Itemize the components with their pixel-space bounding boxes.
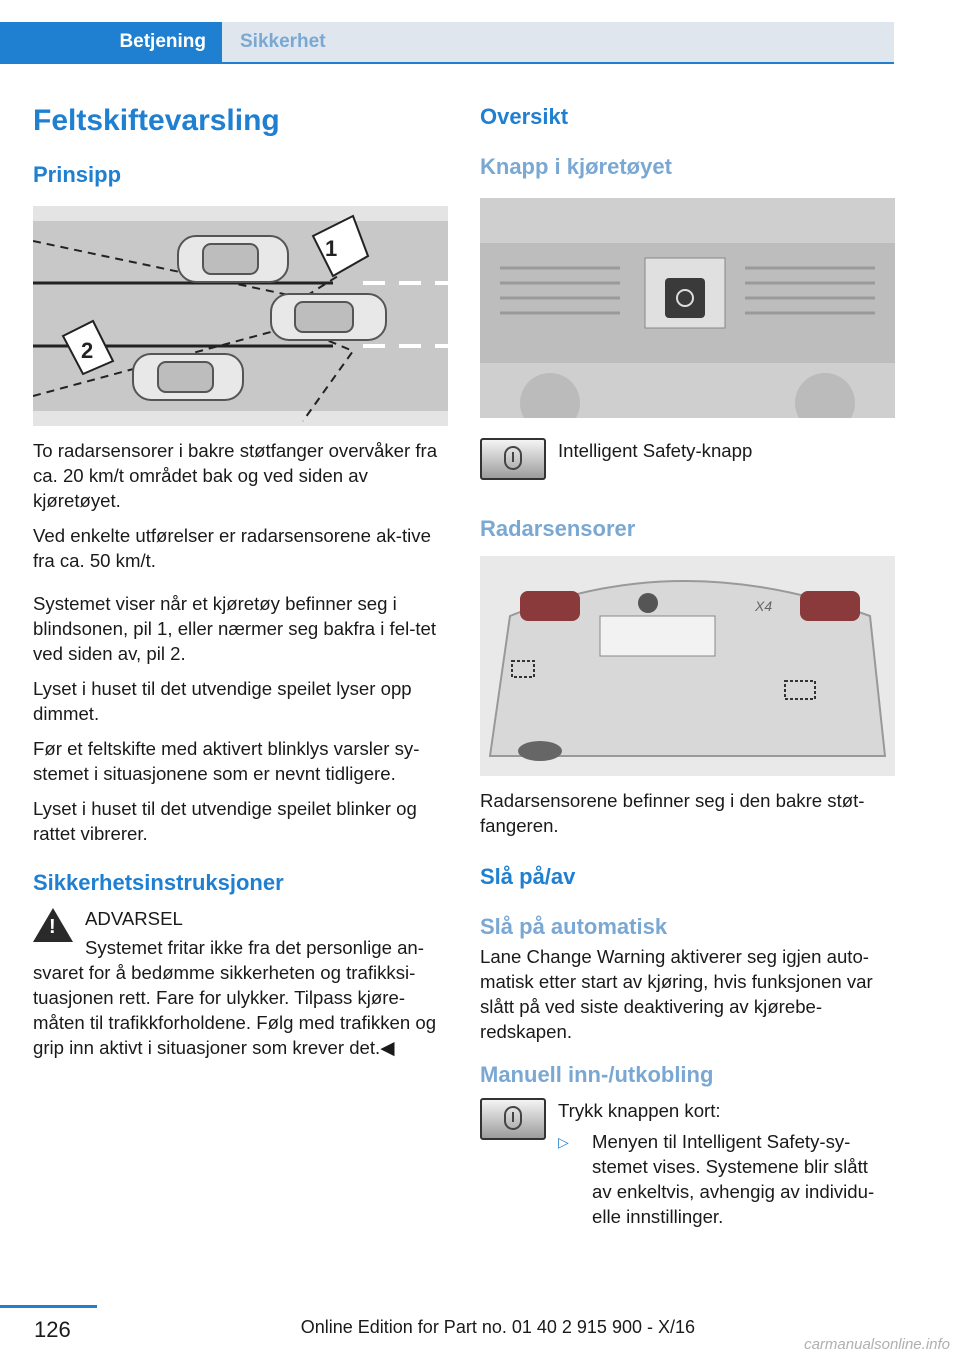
sub-auto-on: Slå på automatisk — [480, 914, 668, 939]
arrow-2-label: 2 — [81, 338, 94, 363]
header-bar — [0, 0, 960, 64]
section-on-off: Slå på/av — [480, 864, 576, 889]
lane-diagram-figure — [33, 206, 448, 426]
left-column — [33, 100, 449, 1060]
warning-label: ADVARSEL — [85, 908, 183, 929]
button-caption-row — [480, 438, 896, 480]
paragraph-5: Før et feltskifte med aktivert blinklys varsler sy‐stemet i situasjonene som er nevnt tidligere. — [33, 738, 420, 784]
sub-radar-sensors: Radarsensorer — [480, 516, 636, 541]
warning-text: Systemet fritar ikke fra det personlige an‐svaret for å bedømme sikkerheten og trafikksi‐tuasjonen rett. Fare for ulykker. Tilpass kjøre‐måten til trafikkforholdene. Følg med trafikken og grip inn aktivt i situasjoner som krever det.◀ — [33, 937, 437, 1058]
paragraph-2: Ved enkelte utførelser er radarsensorene ak‐tive fra ca. 50 km/t. — [33, 525, 431, 571]
page-title: Feltskiftevarsling — [33, 104, 280, 137]
warning-block — [33, 906, 449, 1060]
section-safety: Sikkerhetsinstruksjoner — [33, 870, 284, 895]
bullet-arrow-icon: ▷ — [558, 1134, 569, 1150]
intelligent-safety-button-icon-2 — [480, 1098, 546, 1140]
section-overview: Oversikt — [480, 104, 569, 129]
lane-diagram — [33, 206, 448, 426]
sub-manual-toggle: Manuell inn-/utkobling — [480, 1062, 714, 1087]
car-top-icon — [178, 236, 288, 282]
warning-icon: ! — [33, 908, 73, 942]
edition-text: Online Edition for Part no. 01 40 2 915 900 - X/16 — [300, 1317, 695, 1337]
manual-intro: Trykk knappen kort: — [558, 1100, 721, 1121]
intelligent-safety-button-icon — [480, 438, 546, 480]
paragraph-3: Systemet viser når et kjøretøy befinner seg i blindsonen, pil 1, eller nærmer seg bakfra i fel‐tet ved siden av, pil 2. — [33, 593, 437, 664]
tab-sikkerhet[interactable]: Sikkerhet — [222, 22, 894, 62]
paragraph-4: Lyset i huset til det utvendige speilet lyser opp dimmet. — [33, 678, 412, 724]
auto-on-text: Lane Change Warning aktiverer seg igjen auto‐matisk etter start av kjøring, hvis funksjonen var slått på ved siste deaktivering av kjørebe‐redskapen. — [480, 946, 873, 1042]
rear-bumper-photo — [480, 556, 895, 776]
bullet-text: Menyen til Intelligent Safety-sy‐stemet vises. Systemene blir slått av enkeltvis, avhengig av individu‐elle innstillinger. — [592, 1131, 875, 1227]
section-principle: Prinsipp — [33, 162, 122, 187]
rear-car-illustration — [480, 556, 895, 776]
arrow-1-label: 1 — [325, 236, 338, 261]
dashboard-illustration — [480, 198, 895, 418]
car-model-badge: X4 — [755, 598, 773, 614]
paragraph-6: Lyset i huset til det utvendige speilet blinker og rattet vibrerer. — [33, 798, 417, 844]
dashboard-photo — [480, 198, 895, 418]
radar-description: Radarsensorene befinner seg i den bakre støt‐fangeren. — [480, 790, 865, 836]
list-item — [558, 1129, 892, 1229]
page-number: 126 — [34, 1317, 71, 1342]
footer-divider — [0, 1305, 97, 1308]
right-column — [480, 100, 896, 1229]
sub-button-in-vehicle: Knapp i kjøretøyet — [480, 154, 672, 179]
tab-betjening[interactable]: Betjening — [0, 22, 222, 62]
car-bottom-icon — [133, 354, 243, 400]
car-middle-icon — [271, 294, 386, 340]
watermark: carmanualsonline.info — [804, 1336, 950, 1353]
button-caption: Intelligent Safety-knapp — [558, 440, 753, 461]
header-divider — [0, 62, 894, 64]
manual-row — [480, 1098, 896, 1229]
paragraph-1: To radarsensorer i bakre støtfanger overvåker fra ca. 20 km/t området bak og ved siden av kjøretøyet. — [33, 440, 438, 511]
